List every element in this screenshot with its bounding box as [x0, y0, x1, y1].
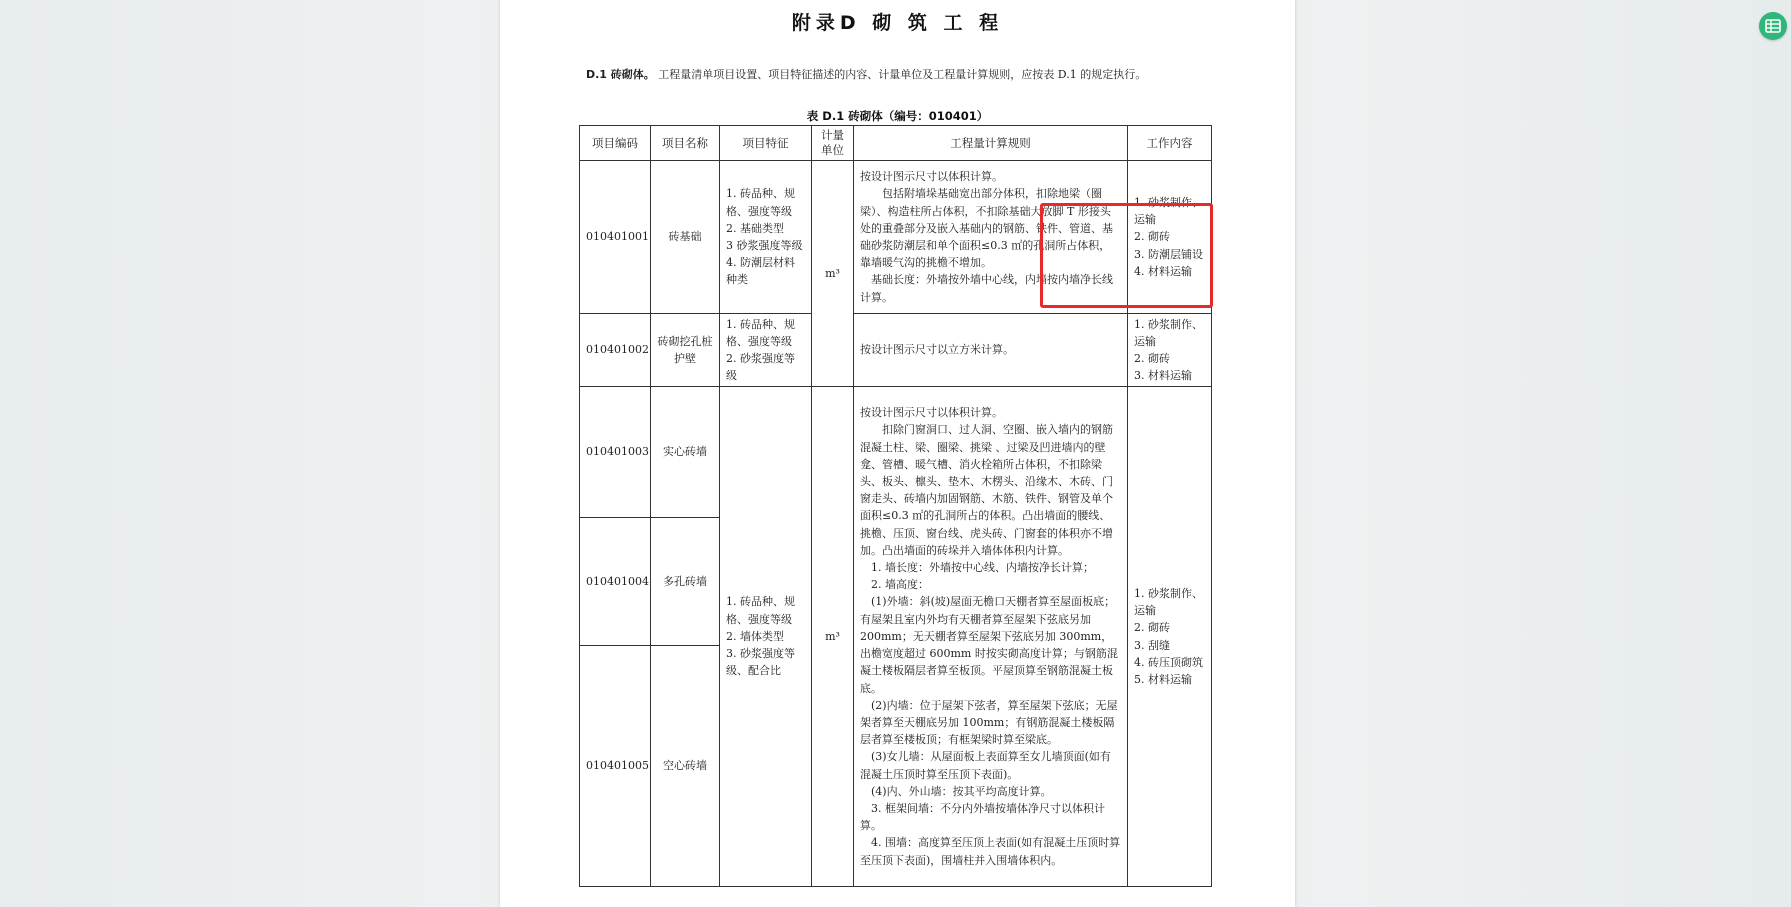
intro-label: D.1 砖砌体。: [586, 68, 655, 81]
table-header-row: [580, 126, 1212, 161]
rule-line: (4)内、外山墙：按其平均高度计算。: [871, 784, 1052, 798]
work-item: 2. 砌砖: [1134, 352, 1170, 365]
feature-item: 1. 砖品种、规格、强度等级: [726, 187, 795, 218]
intro-text: 工程量清单项目设置、项目特征描述的内容、计量单位及工程量计算规则，应按表 D.1 的规定执行。: [658, 68, 1147, 81]
header-unit: 计量单位: [812, 126, 854, 161]
cell-work: [1128, 387, 1212, 887]
cell-name: 砖基础: [651, 161, 720, 314]
rule-line: 2. 墙高度：: [871, 578, 929, 592]
rule-line: 4. 围墙：高度算至压顶上表面(如有混凝土压顶时算至压顶下表面)，围墙柱并入围墙体积内。: [860, 836, 1121, 867]
work-item: 4. 材料运输: [1134, 264, 1192, 278]
header-code: 项目编码: [580, 126, 651, 161]
cell-code: 010401001: [580, 161, 651, 314]
cell-code: 010401005: [580, 646, 651, 887]
work-item: 1. 砂浆制作、运输: [1134, 586, 1203, 618]
feature-item: 2. 砂浆强度等级: [726, 352, 795, 383]
table-row: [580, 387, 1212, 518]
feature-item: 2. 基础类型: [726, 221, 784, 235]
cell-code: 010401002: [580, 314, 651, 387]
cell-unit: m³: [812, 387, 854, 887]
table-caption: 表 D.1 砖砌体（编号：010401）: [806, 109, 989, 123]
rule-line: 扣除门窗洞口、过人洞、空圈、嵌入墙内的钢筋混凝土柱、梁、圈梁、挑梁 、过梁及凹进墙内的壁龛、管槽、暖气槽、消火栓箱所占体积，不扣除梁头、板头、檩头、垫木、木楞头、沿缘木、木砖、门窗走头、砖墙内加固钢筋、木筋、铁件、钢管及单个面积≤0.3 ㎡的孔洞所占的体积。凸出墙面的腰线、挑檐、压顶、窗台线、虎头砖、门窗套的体积亦不增加。凸出墙面的砖垛并入墙体体积内计算。: [860, 423, 1113, 557]
rule-line: 按设计图示尺寸以立方米计算。: [860, 343, 1014, 357]
rule-line: (2)内墙：位于屋架下弦者，算至屋架下弦底；无屋架者算至天棚底另加 100mm；有钢筋混凝土楼板隔层者算至楼板顶；有框架梁时算至梁底。: [860, 698, 1118, 747]
feature-item: 2. 墙体类型: [726, 629, 784, 643]
spreadsheet-app-button[interactable]: [1759, 12, 1787, 40]
cell-name: 空心砖墙: [651, 646, 720, 887]
feature-item: 3 砂浆强度等级: [726, 239, 803, 252]
document-page: [500, 0, 1295, 907]
rule-line: 3. 框架间墙：不分内外墙按墙体净尺寸以体积计算。: [860, 801, 1105, 833]
cell-features: [720, 161, 812, 314]
cell-rules: [854, 387, 1128, 887]
cell-work: [1128, 314, 1212, 387]
work-item: 3. 刮缝: [1134, 638, 1170, 652]
work-item: 2. 砌砖: [1134, 230, 1170, 244]
feature-item: 1. 砖品种、规格、强度等级: [726, 595, 795, 626]
cell-unit: m³: [812, 161, 854, 387]
header-name: 项目名称: [651, 126, 720, 161]
rule-line: 按设计图示尺寸以体积计算。: [860, 170, 1003, 184]
work-item: 2. 砌砖: [1134, 621, 1170, 635]
cell-name: 砖砌挖孔桩护壁: [651, 314, 720, 387]
page-title: 附录D 砌 筑 工 程: [791, 12, 1004, 34]
work-item: 4. 砖压顶砌筑: [1134, 655, 1203, 669]
rule-line: (3)女儿墙：从屋面板上表面算至女儿墙顶面(如有混凝土压顶时算至压顶下表面)。: [860, 750, 1111, 781]
header-rules: 工程量计算规则: [854, 126, 1128, 161]
cell-code: 010401003: [580, 387, 651, 518]
rule-line: 1. 墙长度：外墙按中心线、内墙按净长计算；: [871, 561, 1094, 575]
work-item: 3. 材料运输: [1134, 369, 1192, 383]
cell-features: [720, 314, 812, 387]
cell-name: 多孔砖墙: [651, 518, 720, 646]
cell-code: 010401004: [580, 518, 651, 646]
header-features: 项目特征: [720, 126, 812, 161]
intro-paragraph: [586, 66, 1226, 82]
header-work: 工作内容: [1128, 126, 1212, 161]
cell-name: 实心砖墙: [651, 387, 720, 518]
work-item: 1. 砂浆制作、运输: [1134, 195, 1203, 227]
highlight-annotation-box: [1040, 203, 1213, 308]
rule-line: 包括附墙垛基础宽出部分体积，扣除地梁（圈梁）、构造柱所占体积，不扣除基础大放脚 T 形接头处的重叠部分及嵌入基础内的钢筋、铁件、管道、基础砂浆防潮层和单个面积≤0.3 ㎡的孔洞所占体积，靠墙暖气沟的挑檐不增加。: [860, 187, 1113, 270]
spreadsheet-icon: [1765, 19, 1781, 33]
feature-item: 1. 砖品种、规格、强度等级: [726, 317, 795, 348]
work-item: 1. 砂浆制作、运输: [1134, 317, 1203, 348]
table-row: [580, 314, 1212, 387]
cell-rules: [854, 314, 1128, 387]
rule-line: 按设计图示尺寸以体积计算。: [860, 406, 1003, 420]
feature-item: 3. 砂浆强度等级、配合比: [726, 647, 795, 678]
work-item: 3. 防潮层铺设: [1134, 247, 1203, 261]
feature-item: 4. 防潮层材料种类: [726, 256, 795, 287]
rule-line: 基础长度：外墙按外墙中心线，内墙按内墙净长线计算。: [860, 273, 1113, 304]
work-item: 5. 材料运输: [1134, 672, 1192, 686]
rule-line: (1)外墙：斜(坡)屋面无檐口天棚者算至屋面板底；有屋架且室内外均有天棚者算至屋架下弦底另加 200mm；无天棚者算至屋架下弦底另加 300mm，出檐宽度超过 600mm 时按实砌高度计算；与钢筋混凝土楼板隔层者算至板顶。平屋顶算至钢筋混凝土板底。: [860, 595, 1118, 695]
cell-features: [720, 387, 812, 887]
